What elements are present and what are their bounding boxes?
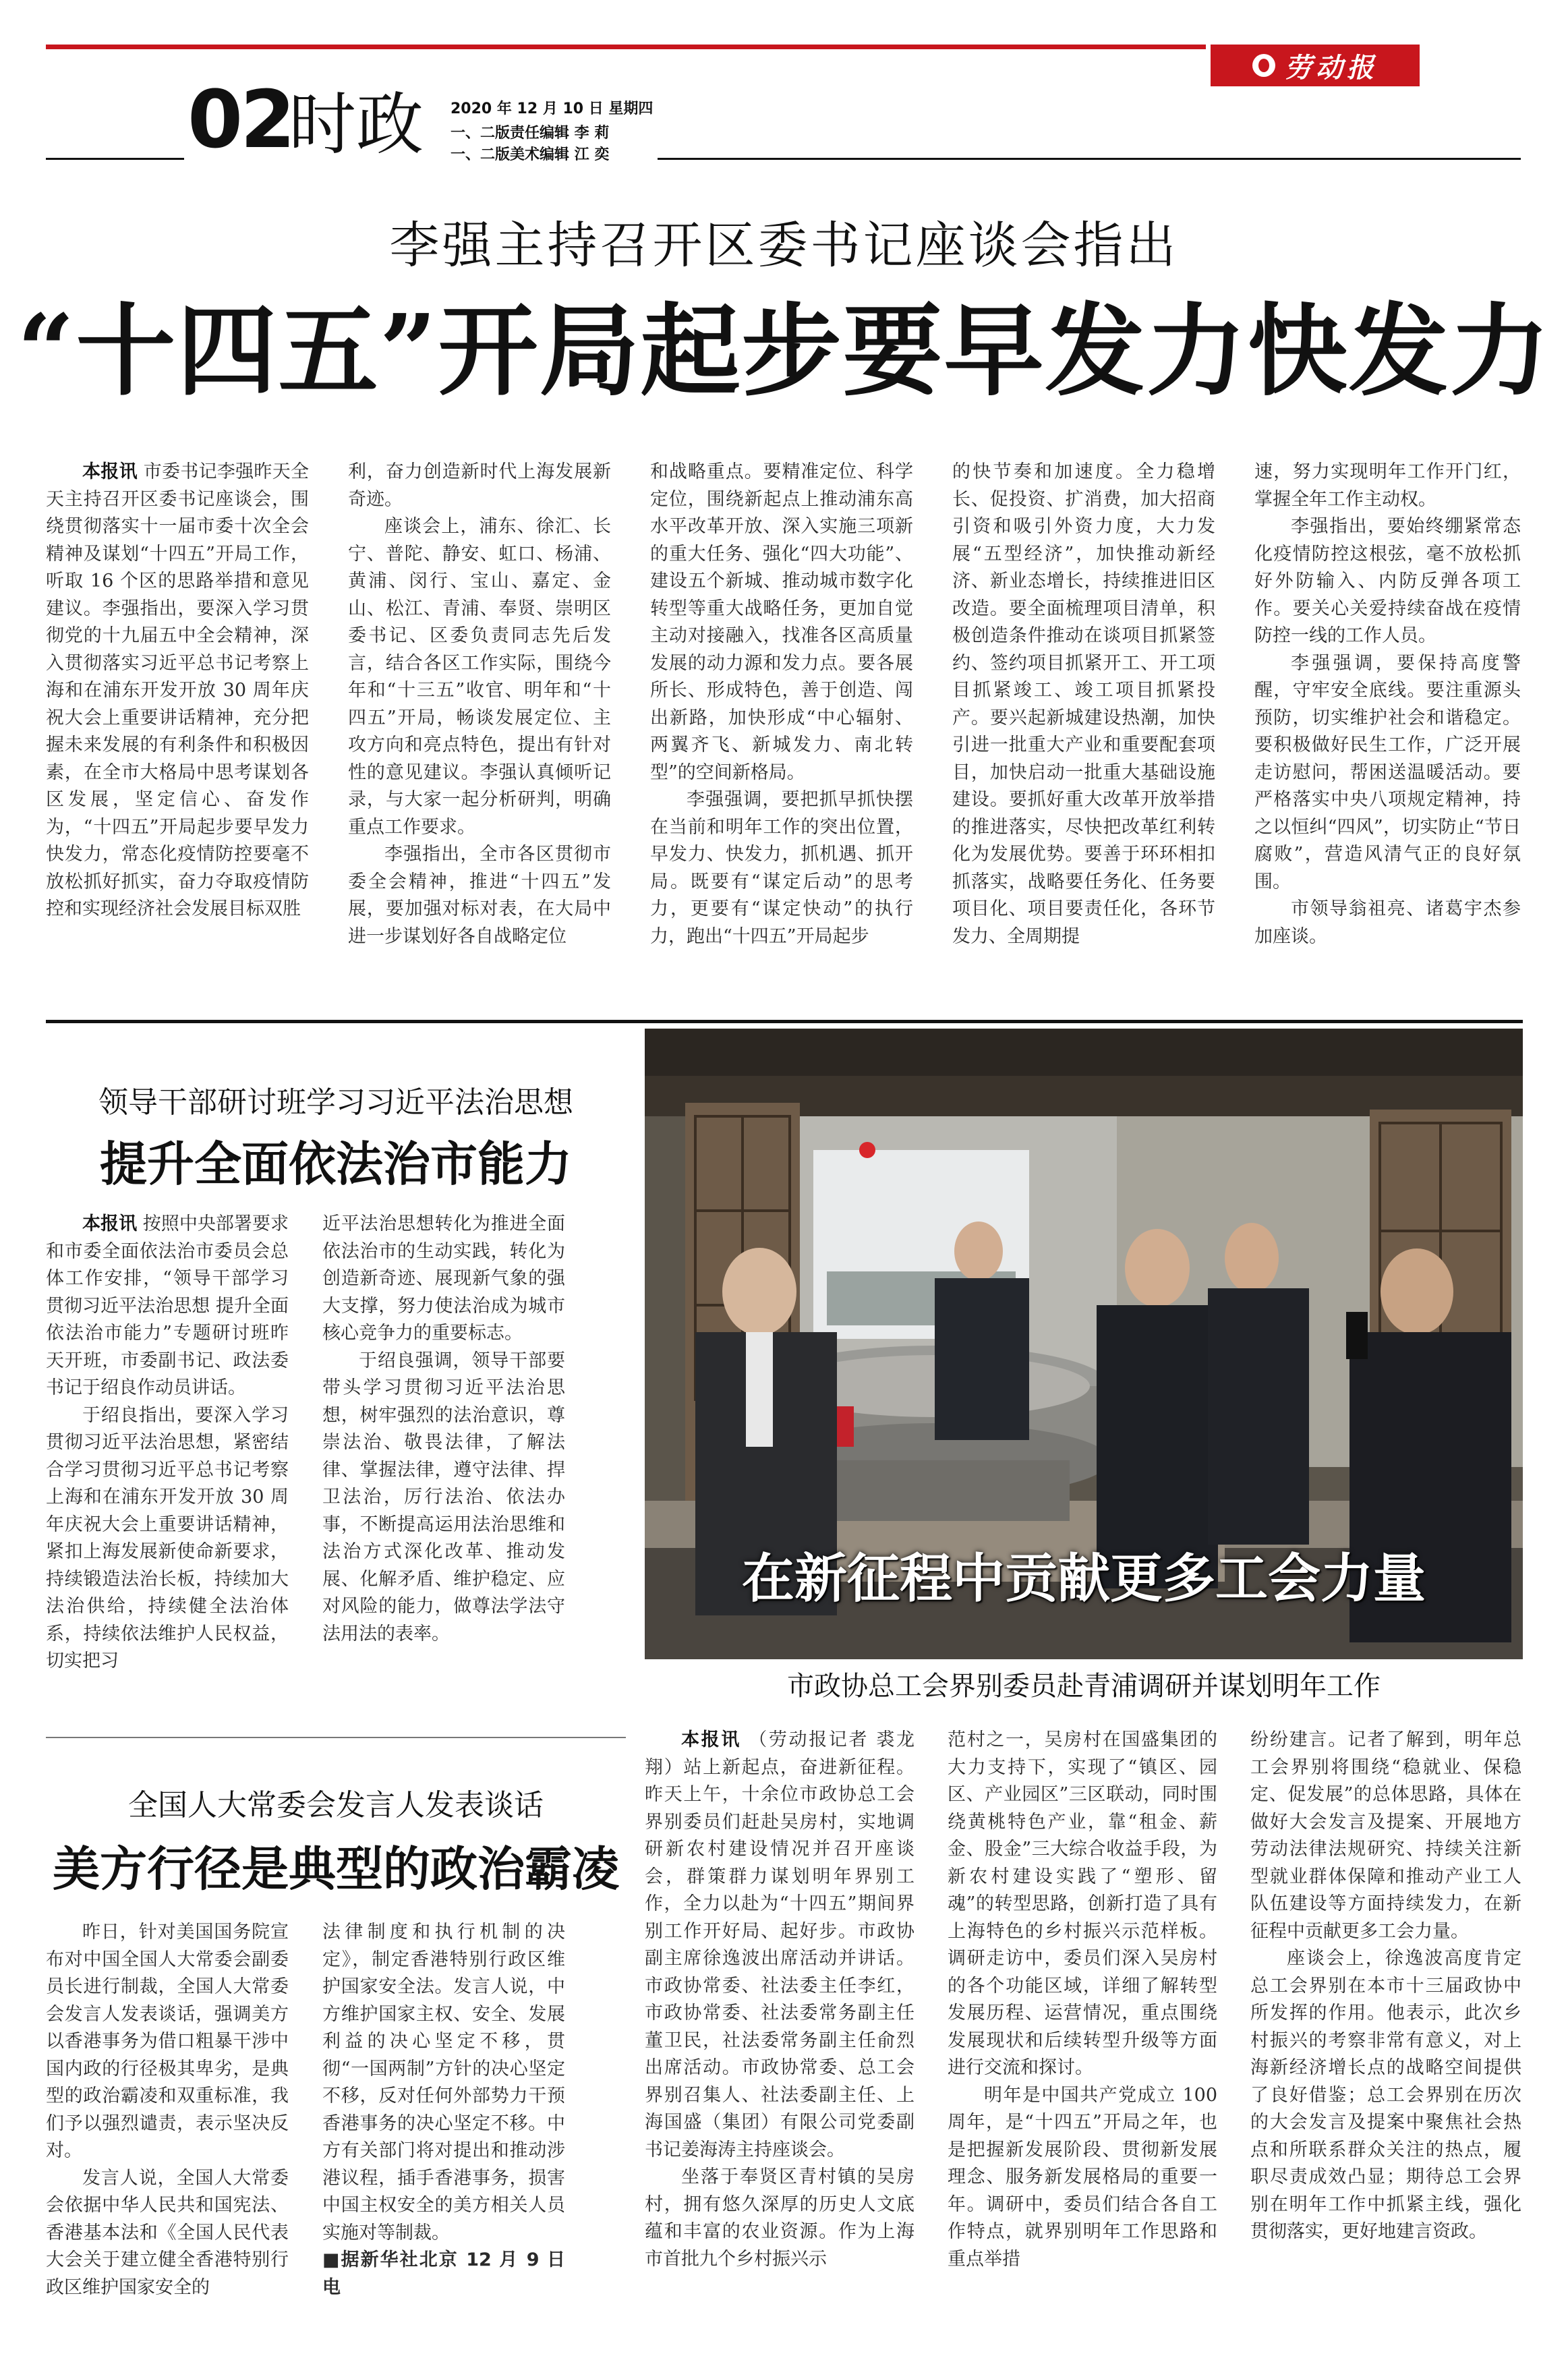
hegemony-subtitle: 全国人大常委会发言人发表谈话 — [128, 1788, 544, 1822]
lead-text: 速，努力实现明年工作开门红，掌握全年工作主动权。 — [1254, 461, 1521, 510]
lead-col-4 — [952, 459, 1215, 950]
union-subtitle: 市政协总工会界别委员赴青浦调研并谋划明年工作 — [787, 1671, 1381, 1702]
logo-text: 劳动报 — [1285, 51, 1378, 84]
logo-mark-icon — [1252, 54, 1275, 77]
lead-text: 市委书记李强昨天全天主持召开区委书记座谈会，围绕贯彻落实十一届市委十次全会精神及谋划“十四五”开局工作，听取 16 个区的思路举措和意见建议。李强指出，要深入学习贯彻党的十九届五中全会精神，深入贯彻落实习近平总书记考察上海和在浦东开发开放 30 周年庆祝大会上重要讲话精神，充分把握未来发展的有利条件和积极因素，在全市大格局中思考谋划各区发展，坚定信心、奋发作为，“十四五”开局起步要早发力快发力，常态化疫情防控要毫不放松抓好抓实，奋力夺取疫情防控和实现经济社会发展目标双胜 — [46, 461, 310, 919]
hegemony-text: 发言人说，全国人大常委会依据中华人民共和国宪法、香港基本法和《全国人民代表大会关于建立健全香港特别行政区维护国家安全的 — [46, 2167, 289, 2298]
lead-subtitle: 李强主持召开区委书记座谈会指出 — [389, 217, 1179, 275]
union-text: 纷纷建言。记者了解到，明年总工会界别将围绕“稳就业、保稳定、促发展”的总体思路，具体在做好大会发言及提案、开展地方劳动法律法规研究、持续关注新型就业群体保障和推动产业工人队伍建设等方面持续发力，在新征程中贡献更多工会力量。 — [1250, 1729, 1521, 1942]
union-text: 明年是中国共产党成立 100 周年，是“十四五”开局之年，也是把握新发展阶段、贯彻新发展理念、服务新发展格局的重要一年。调研中，委员们结合各自工作特点，就界别明年工作思路和重点举措 — [948, 2084, 1217, 2270]
lead-text: 市领导翁祖亮、诸葛宇杰参加座谈。 — [1254, 898, 1521, 947]
union-col-2 — [948, 1727, 1217, 2273]
law-col-1: 本报讯 按照中央部署要求和市委全面依法治市委员会总体工作安排，“领导干部学习贯彻习近平法治思想 提升全面依法治市能力”专题研讨班昨天开班，市委副书记、政法委书记于绍良作动员讲话。 于绍良指出，要深入学习贯彻习近平法治思想，紧密结合学习贯彻习近平总书记考察上海和在浦东开发开放 30 周年庆祝大会上重要讲话精神，紧扣上海发展新使命新要求，持续锻造法治长板，持续加大法治供给，持续健全法治体系，持续依法维护人民权益，切实把习 — [46, 1211, 289, 1675]
lead-text: 李强指出，全市各区贯彻市委全会精神，推进“十四五”发展，要加强对标对表，在大局中进一步谋划好各自战略定位 — [348, 844, 611, 947]
short-divider — [46, 1737, 626, 1738]
lead-col-5 — [1254, 459, 1521, 950]
law-text: 近平法治思想转化为推进全面依法治市的生动实践，转化为创造新奇迹、展现新气象的强大支撑，努力使法治成为城市核心竞争力的重要标志。 — [322, 1213, 565, 1344]
hegemony-text: 法律制度和执行机制的决定》，制定香港特别行政区维护国家安全法。发言人说，中方维护国家主权、安全、发展利益的决心坚定不移，贯彻“一国两制”方针的决心坚定不移，反对任何外部势力干预香港事务的决心坚定不移。中方有关部门将对提出和推动涉港议程，插手香港事务，损害中国主权安全的美方相关人员实施对等制裁。 — [322, 1922, 565, 2243]
masthead-left-rule — [46, 158, 184, 160]
editor-line: 一、二版责任编辑 李 莉 — [451, 125, 610, 142]
hegemony-col-2 — [322, 1919, 565, 2301]
lead-col-2 — [348, 459, 611, 950]
hegemony-text: 昨日，针对美国国务院宣布对中国全国人大常委会副委员长进行制裁，全国人大常委会发言人发表谈话，强调美方以香港事务为借口粗暴干涉中国内政的行径极其卑劣，是典型的政治霸凌和双重标准，我们予以强烈谴责，表示坚决反对。 — [46, 1922, 289, 2161]
lead-text: 座谈会上，浦东、徐汇、长宁、普陀、静安、虹口、杨浦、黄浦、闵行、宝山、嘉定、金山、松江、青浦、奉贤、崇明区委书记、区委负责同志先后发言，结合各区工作实际，围绕今年和“十三五”收官、明年和“十四五”开局，畅谈发展定位、主攻方向和亮点特色，提出有针对性的意见建议。李强认真倾听记录，与大家一起分析研判，明确重点工作要求。 — [348, 516, 611, 838]
lead-text: 利，奋力创造新时代上海发展新奇迹。 — [348, 461, 611, 510]
section-name: 时政 — [289, 85, 424, 164]
union-text: （劳动报记者 裘龙翔）站上新起点，奋进新征程。昨天上午，十余位市政协总工会界别委员们赶赴吴房村，实地调研新农村建设情况并召开座谈会，群策群力谋划明年界别工作，全力以赴为“十四五”期间界别工作开好局、起好步。市政协副主席徐逸波出席活动并讲话。市政协常委、社法委主任李红，市政协常委、社法委常务副主任董卫民，社法委常务副主任俞烈出席活动。市政协常委、总工会界别召集人、社法委副主任、上海国盛（集团）有限公司党委副书记姜海涛主持座谈会。 — [645, 1729, 914, 2160]
issue-date: 2020 年 12 月 10 日 星期四 — [451, 100, 654, 117]
lead-col-3 — [650, 459, 913, 950]
dateline: ■据新华社北京 12 月 9 日电 — [322, 2249, 565, 2298]
photo-caption-title: 在新征程中贡献更多工会力量 — [741, 1548, 1426, 1609]
lead-text: 的快节奏和加速度。全力稳增长、促投资、扩消费，加大招商引资和吸引外资力度，大力发展“五型经济”，加快推动新经济、新业态增长，持续推进旧区改造。要全面梳理项目清单，积极创造条件推动在谈项目抓紧签约、签约项目抓紧开工、开工项目抓紧竣工、竣工项目抓紧投产。要兴起新城建设热潮，加快引进一批重大产业和重要配套项目，加快启动一批重大基础设施建设。要抓好重大改革开放举措的推进落实，尽快把改革红利转化为发展优势。要善于环环相扣抓落实，战略要任务化、任务要项目化、项目要责任化，各环节发力、全周期提 — [952, 461, 1215, 947]
union-text: 座谈会上，徐逸波高度肯定总工会界别在本市十三届政协中所发挥的作用。他表示，此次乡村振兴的考察非常有意义，对上海新经济增长点的战略空间提供了良好借鉴；总工会界别在历次的大会发言及提案中聚焦社会热点和所联系群众关注的热点，履职尽责成效凸显；期待总工会界别在明年工作中抓紧主线，强化贯彻落实，更好地建言资政。 — [1250, 1948, 1521, 2242]
lead-headline: “十四五”开局起步要早发力快发力 — [17, 292, 1551, 409]
lead-text: 和战略重点。要精准定位、科学定位，围绕新起点上推动浦东高水平改革开放、深入实施三项新的重大任务、强化“四大功能”、建设五个新城、推动城市数字化转型等重大战略任务，更加自觉主动对接融入，找准各区高质量发展的动力源和发力点。要各展所长、形成特色，善于创造、闯出新路，加快形成“中心辐射、两翼齐飞、新城发力、南北转型”的空间新格局。 — [650, 461, 913, 783]
logo-box — [1211, 45, 1420, 86]
page-number: 02 — [187, 73, 293, 166]
union-text: 坐落于奉贤区青村镇的吴房村，拥有悠久深厚的历史人文底蕴和丰富的农业资源。作为上海市首批九个乡村振兴示 — [645, 2166, 914, 2270]
union-col-3 — [1250, 1727, 1521, 2246]
union-col-1: 本报讯 （劳动报记者 裘龙翔）站上新起点，奋进新征程。昨天上午，十余位市政协总工会界别委员们赶赴吴房村，实地调研新农村建设情况并召开座谈会，群策群力谋划明年界别工作，全力以赴为“十四五”期间界别工作开好局、起好步。市政协副主席徐逸波出席活动并讲话。市政协常委、社法委主任李红，市政协常委、社法委常务副主任董卫民，社法委常务副主任俞烈出席活动。市政协常委、总工会界别召集人、社法委副主任、上海国盛（集团）有限公司党委副书记姜海涛主持座谈会。 坐落于奉贤区青村镇的吴房村，拥有悠久深厚的历史人文底蕴和丰富的农业资源。作为上海市首批九个乡村振兴示 — [645, 1727, 914, 2273]
lead-col-1: 本报讯 市委书记李强昨天全天主持召开区委书记座谈会，围绕贯彻落实十一届市委十次全会精神及谋划“十四五”开局工作，听取 16 个区的思路举措和意见建议。李强指出，要深入学习贯彻党的十九届五中全会精神，深入贯彻落实习近平总书记考察上海和在浦东开发开放 30 周年庆祝大会上重要讲话精神，充分把握未来发展的有利条件和积极因素，在全市大格局中思考谋划各区发展，坚定信心、奋发作为，“十四五”开局起步要早发力快发力，常态化疫情防控要毫不放松抓好抓实，奋力夺取疫情防控和实现经济社会发展目标双胜 — [46, 461, 310, 919]
law-subtitle: 领导干部研讨班学习习近平法治思想 — [98, 1085, 573, 1120]
section-divider — [46, 1020, 1523, 1023]
hegemony-headline: 美方行径是典型的政治霸凌 — [53, 1841, 619, 1897]
hegemony-col-1 — [46, 1919, 289, 2301]
lead-text: 李强强调，要把抓早抓快摆在当前和明年工作的突出位置，早发力、快发力，抓机遇、抓开局。既要有“谋定后动”的思考力，更要有“谋定快动”的执行力，跑出“十四五”开局起步 — [650, 789, 913, 947]
top-red-rule — [46, 45, 1206, 49]
law-text: 按照中央部署要求和市委全面依法治市委员会总体工作安排，“领导干部学习贯彻习近平法治思想 提升全面依法治市能力”专题研讨班昨天开班，市委副书记、政法委书记于绍良作动员讲话。 — [46, 1213, 289, 1398]
law-text: 于绍良指出，要深入学习贯彻习近平法治思想，紧密结合学习贯彻习近平总书记考察上海和在浦东开发开放 30 周年庆祝大会上重要讲话精神，紧扣上海发展新使命新要求，持续锻造法治长板，持续加大法治供给，持续健全法治体系，持续依法维护人民权益，切实把习 — [46, 1404, 289, 1671]
law-headline: 提升全面依法治市能力 — [100, 1136, 572, 1192]
law-text: 于绍良强调，领导干部要带头学习贯彻习近平法治思想，树牢强烈的法治意识，尊崇法治、敬畏法律，了解法律、掌握法律，遵守法律、捍卫法治，厉行法治、依法办事，不断提高运用法治思维和法治方式深化改革、推动发展、化解矛盾、维护稳定、应对风险的能力，做尊法学法守法用法的表率。 — [322, 1350, 565, 1644]
designer-line: 一、二版美术编辑 江 奕 — [451, 146, 610, 163]
masthead-right-rule — [658, 158, 1521, 160]
union-text: 范村之一，吴房村在国盛集团的大力支持下，实现了“镇区、园区、产业园区”三区联动，同时围绕黄桃特色产业，靠“租金、薪金、股金”三大综合收益手段，为新农村建设实践了“塑形、留魂”的转型思路，创新打造了具有上海特色的乡村振兴示范样板。调研走访中，委员们深入吴房村的各个功能区域，详细了解转型发展历程、运营情况，重点围绕发展现状和后续转型升级等方面进行交流和探讨。 — [948, 1729, 1217, 2078]
lead-text: 李强强调，要保持高度警醒，守牢安全底线。要注重源头预防，切实维护社会和谐稳定。要积极做好民生工作，广泛开展走访慰问，帮困送温暖活动。要严格落实中央八项规定精神，持之以恒纠“四风”，切实防止“节日腐败”，营造风清气正的良好氛围。 — [1254, 652, 1521, 892]
lead-text: 李强指出，要始终绷紧常态化疫情防控这根弦，毫不放松抓好外防输入、内防反弹各项工作。要关心关爱持续奋战在疫情防控一线的工作人员。 — [1254, 516, 1521, 646]
group-photo — [645, 1029, 1523, 1659]
law-col-2 — [322, 1211, 565, 1648]
